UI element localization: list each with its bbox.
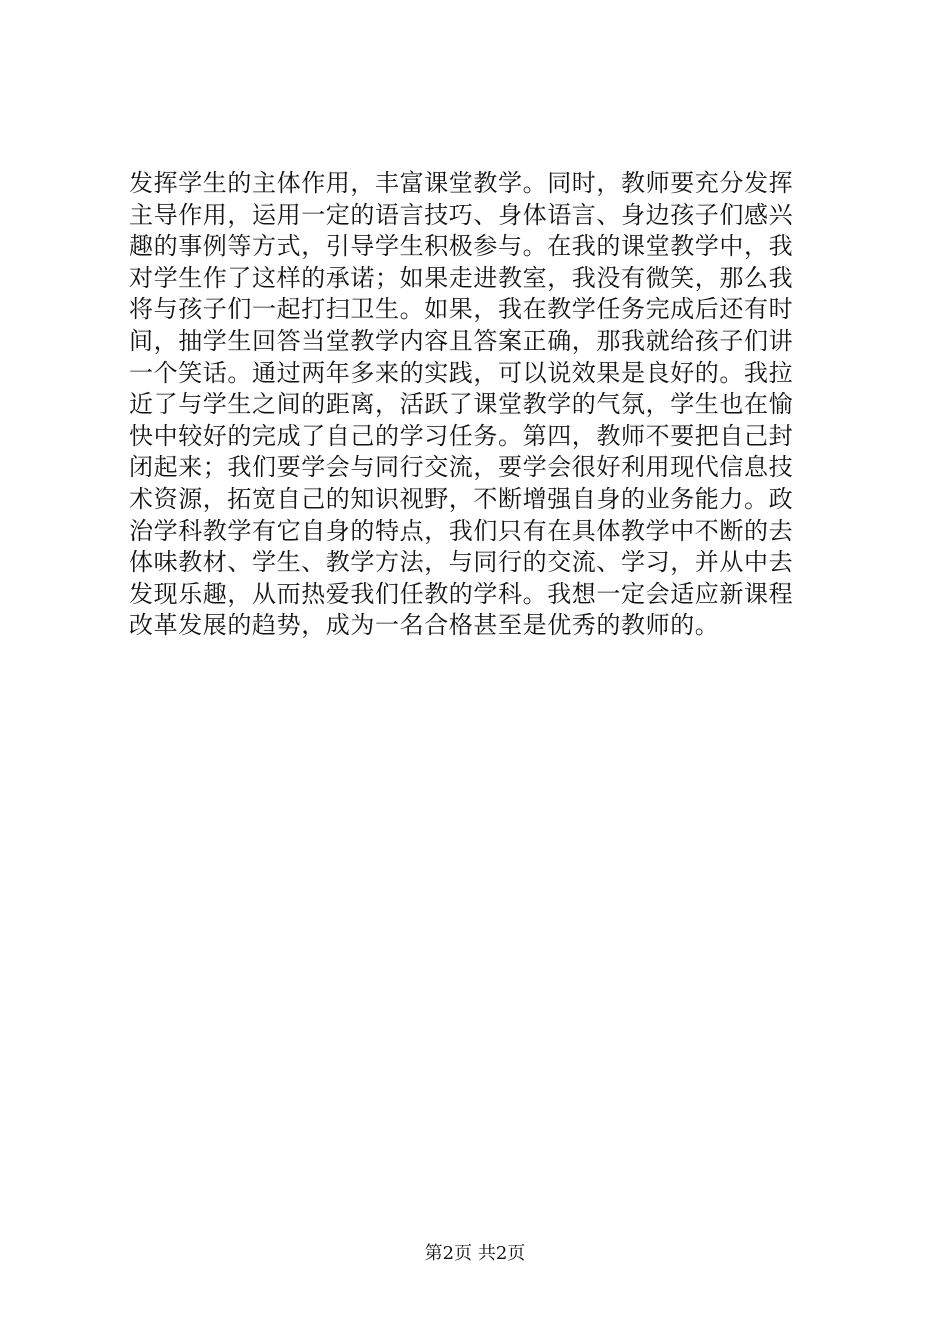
text-line: 闭起来；我们要学会与同行交流，要学会很好利用现代信息技: [129, 453, 794, 482]
text-line: 发挥学生的主体作用，丰富课堂教学。同时，教师要充分发挥: [129, 169, 794, 197]
text-line: 体味教材、学生、教学方法，与同行的交流、学习，并从中去: [129, 548, 794, 577]
text-line: 趣的事例等方式，引导学生积极参与。在我的课堂教学中，我: [129, 232, 794, 261]
text-line: 一个笑话。通过两年多来的实践，可以说效果是良好的。我拉: [129, 358, 794, 387]
page-number-footer: 第2页 共2页: [424, 1243, 526, 1264]
text-line: 近了与学生之间的距离，活跃了课堂教学的气氛，学生也在愉: [129, 390, 794, 419]
text-line: 对学生作了这样的承诺；如果走进教室，我没有微笑，那么我: [129, 263, 794, 292]
text-line: 快中较好的完成了自己的学习任务。第四，教师不要把自己封: [129, 421, 794, 450]
text-line: 发现乐趣，从而热爱我们任教的学科。我想一定会适应新课程: [129, 579, 794, 608]
text-line: 术资源，拓宽自己的知识视野，不断增强自身的业务能力。政: [129, 484, 794, 513]
text-line: 改革发展的趋势，成为一名合格甚至是优秀的教师的。: [129, 611, 720, 640]
text-line: 主导作用，运用一定的语言技巧、身体语言、身边孩子们感兴: [129, 200, 794, 229]
text-line: 间，抽学生回答当堂教学内容且答案正确，那我就给孩子们讲: [129, 326, 794, 355]
text-line: 将与孩子们一起打扫卫生。如果，我在教学任务完成后还有时: [129, 295, 794, 324]
body-paragraph: [129, 168, 829, 642]
text-line: 治学科教学有它自身的特点，我们只有在具体教学中不断的去: [129, 516, 794, 545]
